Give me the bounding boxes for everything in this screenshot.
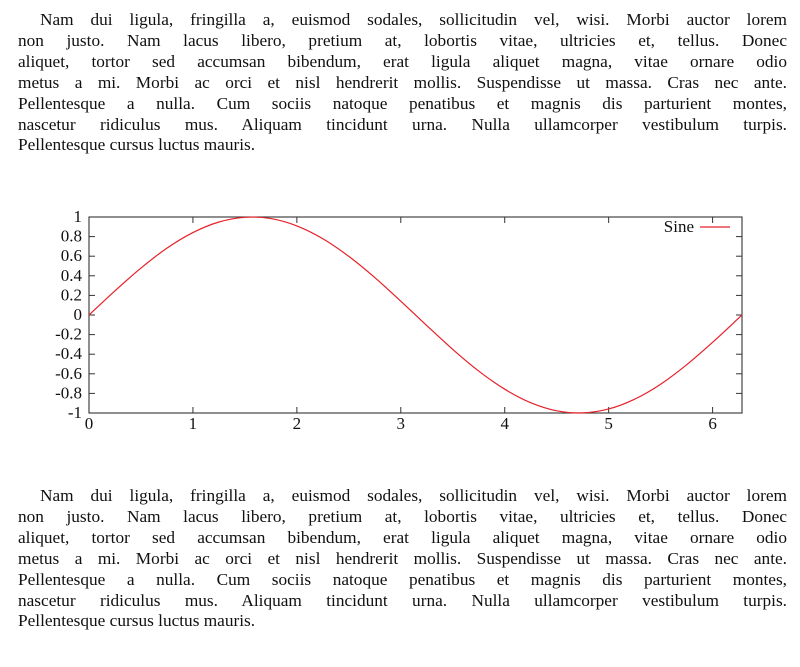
- text-line: metus a mi. Morbi ac orci et nisl hendrerit mollis. Suspendisse ut massa. Cras nec ante.: [18, 548, 787, 568]
- text-line: Nam dui ligula, fringilla a, euismod sodales, sollicitudin vel, wisi. Morbi auctor lorem: [40, 10, 787, 29]
- y-tick-label: -0.4: [55, 344, 82, 364]
- y-tick-label: 0.2: [60, 285, 82, 305]
- y-tick-label: -0.2: [55, 324, 82, 344]
- x-tick-label: 0: [84, 414, 94, 433]
- x-tick-label: 6: [708, 414, 717, 433]
- x-tick-label: 4: [500, 414, 509, 433]
- text-line: Pellentesque cursus luctus mauris.: [18, 135, 256, 155]
- x-tick-label: 1: [188, 414, 198, 433]
- y-tick-label: -1: [67, 403, 82, 422]
- x-tick-label: 5: [604, 414, 613, 433]
- text-line: non justo. Nam lacus libero, pretium at, lobortis vitae, ultricies et, tellus. Donec: [18, 30, 787, 50]
- text-line: Pellentesque a nulla. Cum sociis natoque penatibus et magnis dis parturient montes,: [18, 93, 787, 113]
- sine-chart: [0, 200, 800, 440]
- text-line: aliquet, tortor sed accumsan bibendum, erat ligula aliquet magna, vitae ornare odio: [18, 527, 787, 547]
- text-line: nascetur ridiculus mus. Aliquam tincidunt urna. Nulla ullamcorper vestibulum turpis.: [18, 590, 787, 610]
- text-line: non justo. Nam lacus libero, pretium at, lobortis vitae, ultricies et, tellus. Donec: [18, 506, 787, 526]
- paragraph-2: [18, 486, 787, 632]
- text-line: metus a mi. Morbi ac orci et nisl hendrerit mollis. Suspendisse ut massa. Cras nec ante.: [18, 72, 787, 92]
- text-line: aliquet, tortor sed accumsan bibendum, erat ligula aliquet magna, vitae ornare odio: [18, 51, 787, 71]
- legend-label: Sine: [663, 217, 694, 236]
- x-tick-label: 3: [396, 414, 406, 433]
- x-tick-label: 2: [292, 414, 302, 433]
- y-tick-label: 0: [73, 305, 82, 324]
- text-line: nascetur ridiculus mus. Aliquam tincidunt urna. Nulla ullamcorper vestibulum turpis.: [18, 114, 787, 134]
- text-line: Pellentesque cursus luctus mauris.: [18, 611, 256, 631]
- text-line: Pellentesque a nulla. Cum sociis natoque penatibus et magnis dis parturient montes,: [18, 569, 787, 589]
- paragraph-1: [18, 10, 787, 156]
- y-tick-label: 1: [73, 207, 82, 226]
- y-tick-label: -0.6: [55, 363, 82, 383]
- y-tick-label: 0.4: [60, 265, 82, 285]
- text-line: Nam dui ligula, fringilla a, euismod sodales, sollicitudin vel, wisi. Morbi auctor lorem: [40, 486, 787, 505]
- chart-tick-labels: [55, 207, 717, 433]
- y-tick-label: 0.8: [60, 226, 82, 246]
- y-tick-label: 0.6: [60, 246, 82, 266]
- y-tick-label: -0.8: [55, 383, 82, 403]
- series-line-sine: [89, 217, 742, 413]
